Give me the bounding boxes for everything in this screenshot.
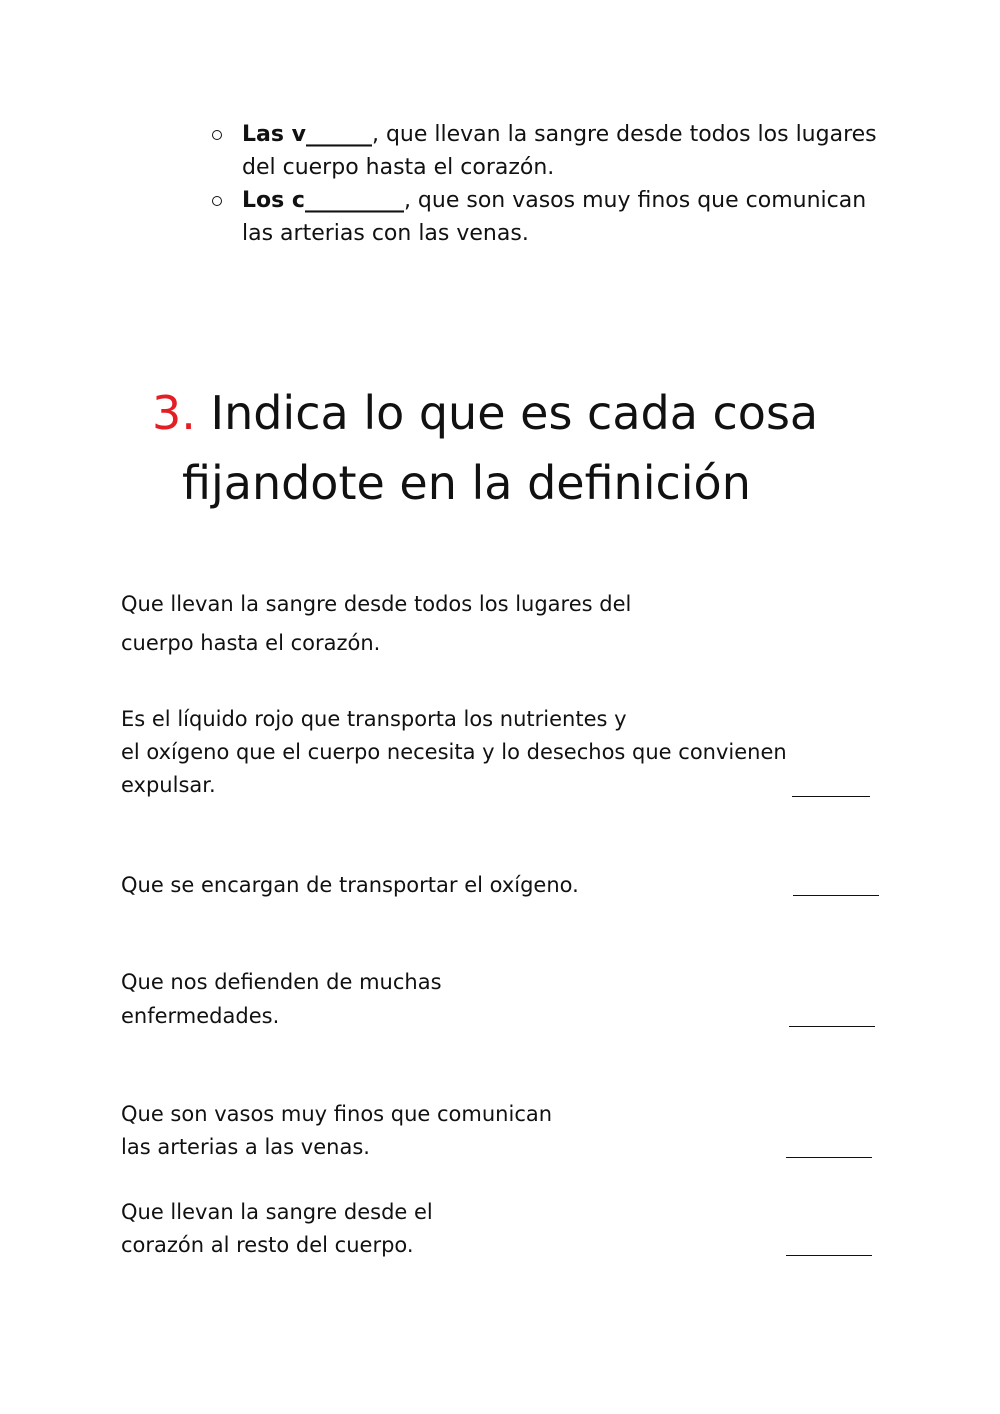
answer-blank[interactable] (789, 1026, 875, 1027)
definition-text: Que nos defienden de muchas (121, 970, 442, 994)
definition-text: corazón al resto del cuerpo. (121, 1233, 414, 1257)
heading-text: Indica lo que es cada cosa (195, 386, 819, 440)
answer-blank[interactable] (793, 895, 879, 896)
bullet-item-capillaries-line2: las arterias con las venas. (242, 221, 529, 246)
bullet-blank: _________ (304, 188, 404, 213)
definition-text: Que se encargan de transportar el oxígeno. (121, 873, 579, 897)
section-heading-line1 (152, 378, 818, 448)
definition-text: el oxígeno que el cuerpo necesita y lo desechos que convienen (121, 740, 787, 764)
section-number: 3. (152, 386, 196, 440)
circle-bullet-icon (212, 130, 222, 140)
definition-text: expulsar. (121, 773, 216, 797)
bullet-bold: Las v (242, 122, 306, 147)
definition-text: Que son vasos muy finos que comunican (121, 1102, 553, 1126)
section-heading-line2: fijandote en la definición (182, 456, 751, 510)
bullet-bold: Los c (242, 188, 305, 213)
bullet-text: , que llevan la sangre desde todos los lugares (371, 122, 877, 147)
circle-bullet-icon (212, 196, 222, 206)
definition-text: enfermedades. (121, 1004, 280, 1028)
bullet-item-veins-line2: del cuerpo hasta el corazón. (242, 155, 555, 180)
answer-blank[interactable] (786, 1157, 872, 1158)
bullet-text: , que son vasos muy finos que comunican (403, 188, 867, 213)
bullet-item-capillaries (242, 184, 866, 217)
definition-text: Es el líquido rojo que transporta los nutrientes y (121, 707, 627, 731)
answer-blank[interactable] (792, 796, 870, 797)
definition-text: Que llevan la sangre desde todos los lugares del (121, 592, 632, 616)
definition-text: cuerpo hasta el corazón. (121, 631, 381, 655)
answer-blank[interactable] (786, 1255, 872, 1256)
definition-text: Que llevan la sangre desde el (121, 1200, 433, 1224)
definition-text: las arterias a las venas. (121, 1135, 370, 1159)
bullet-blank: ______ (305, 122, 372, 147)
bullet-item-veins (242, 118, 877, 151)
